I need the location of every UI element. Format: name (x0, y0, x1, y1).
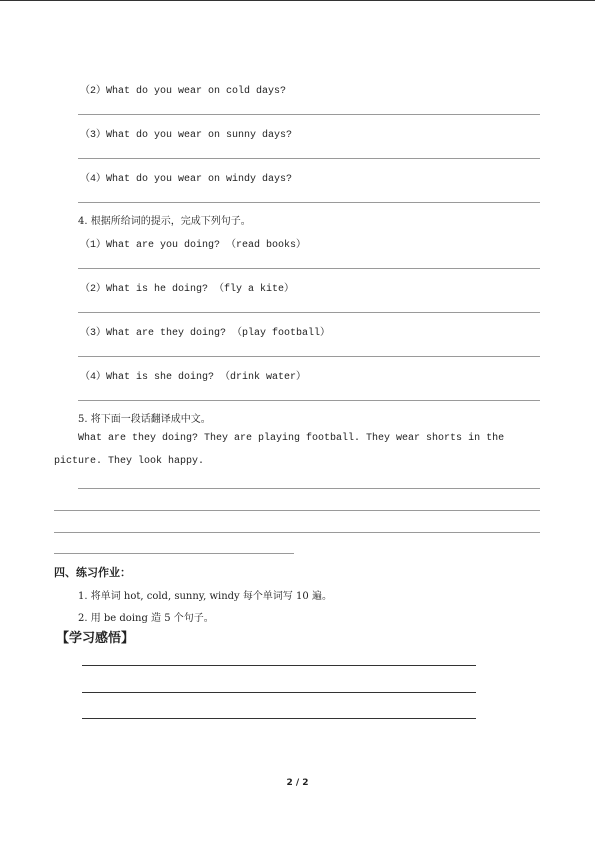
section-4-heading: 四、练习作业： (54, 566, 131, 579)
task-2: 2. 用 be doing 造 5 个句子。 (78, 613, 214, 624)
answer-line (78, 400, 540, 401)
page-top-border (0, 0, 595, 1)
answer-line (54, 510, 540, 511)
answer-line (78, 268, 540, 269)
q3-item-4: （4）What do you wear on windy days? (80, 174, 293, 185)
q4-item-4: （4）What is she doing? （drink water） (80, 372, 307, 383)
task-1: 1. 将单词 hot, cold, sunny, windy 每个单词写 10 遍。 (78, 591, 332, 602)
answer-line (78, 114, 540, 115)
page-number: 2 / 2 (286, 778, 309, 788)
q5-passage-line-1: What are they doing? They are playing football. They wear shorts in the (78, 433, 505, 444)
answer-line-partial (54, 553, 294, 554)
answer-line (78, 488, 540, 489)
answer-line (78, 202, 540, 203)
q4-item-2: （2）What is he doing? （fly a kite） (80, 284, 295, 295)
reflection-heading: 【学习感悟】 (56, 631, 135, 646)
q4-item-3: （3）What are they doing? （play football） (80, 328, 331, 339)
q3-item-3: （3）What do you wear on sunny days? (80, 130, 293, 141)
answer-line (78, 158, 540, 159)
reflection-line (82, 665, 476, 666)
reflection-line (82, 692, 476, 693)
q5-title: 5. 将下面一段话翻译成中文。 (78, 414, 211, 425)
q4-item-1: （1）What are you doing? （read books） (80, 240, 307, 251)
answer-line (78, 356, 540, 357)
answer-line (54, 532, 540, 533)
reflection-line (82, 718, 476, 719)
answer-line (78, 312, 540, 313)
q4-title: 4. 根据所给词的提示，完成下列句子。 (78, 216, 251, 227)
q3-item-2: （2）What do you wear on cold days? (80, 86, 287, 97)
q5-passage-line-2: picture. They look happy. (54, 456, 205, 467)
